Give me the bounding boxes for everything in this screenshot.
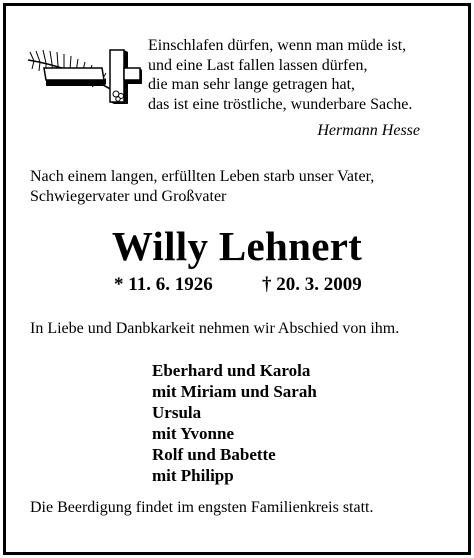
family-list — [152, 360, 317, 486]
intro-text — [30, 167, 374, 206]
farewell-text: In Liebe und Danbkarkeit nehmen wir Abschied von ihm. — [30, 320, 400, 337]
family-member: mit Yvonne — [152, 424, 235, 443]
poem-line: die man sehr lange getragen hat, — [148, 76, 356, 93]
poem-line: das ist eine tröstliche, wunderbare Sache. — [148, 95, 413, 113]
funeral-note: Die Beerdigung findet im engsten Familienkreis statt. — [30, 499, 374, 516]
intro-line: Nach einem langen, erfüllten Leben starb unser Vater, — [30, 168, 375, 185]
family-member: mit Philipp — [152, 466, 234, 485]
deceased-name: Willy Lehnert — [111, 223, 363, 269]
birth-date: * 11. 6. 1926 — [114, 274, 213, 295]
family-member: mit Miriam und Sarah — [152, 382, 317, 401]
poem-line: Einschlafen dürfen, wenn man müde ist, — [148, 37, 407, 54]
family-member: Ursula — [152, 403, 202, 422]
poem-author: Hermann Hesse — [317, 122, 420, 139]
poem-line: und eine Last fallen lassen dürfen, — [148, 56, 368, 74]
cross-with-palm-branch-icon — [24, 38, 142, 106]
intro-line: Schwiegervater und Großvater — [30, 187, 227, 205]
poem — [148, 36, 412, 114]
family-member: Rolf und Babette — [152, 445, 276, 464]
death-date: † 20. 3. 2009 — [262, 274, 362, 295]
family-member: Eberhard und Karola — [152, 361, 311, 380]
